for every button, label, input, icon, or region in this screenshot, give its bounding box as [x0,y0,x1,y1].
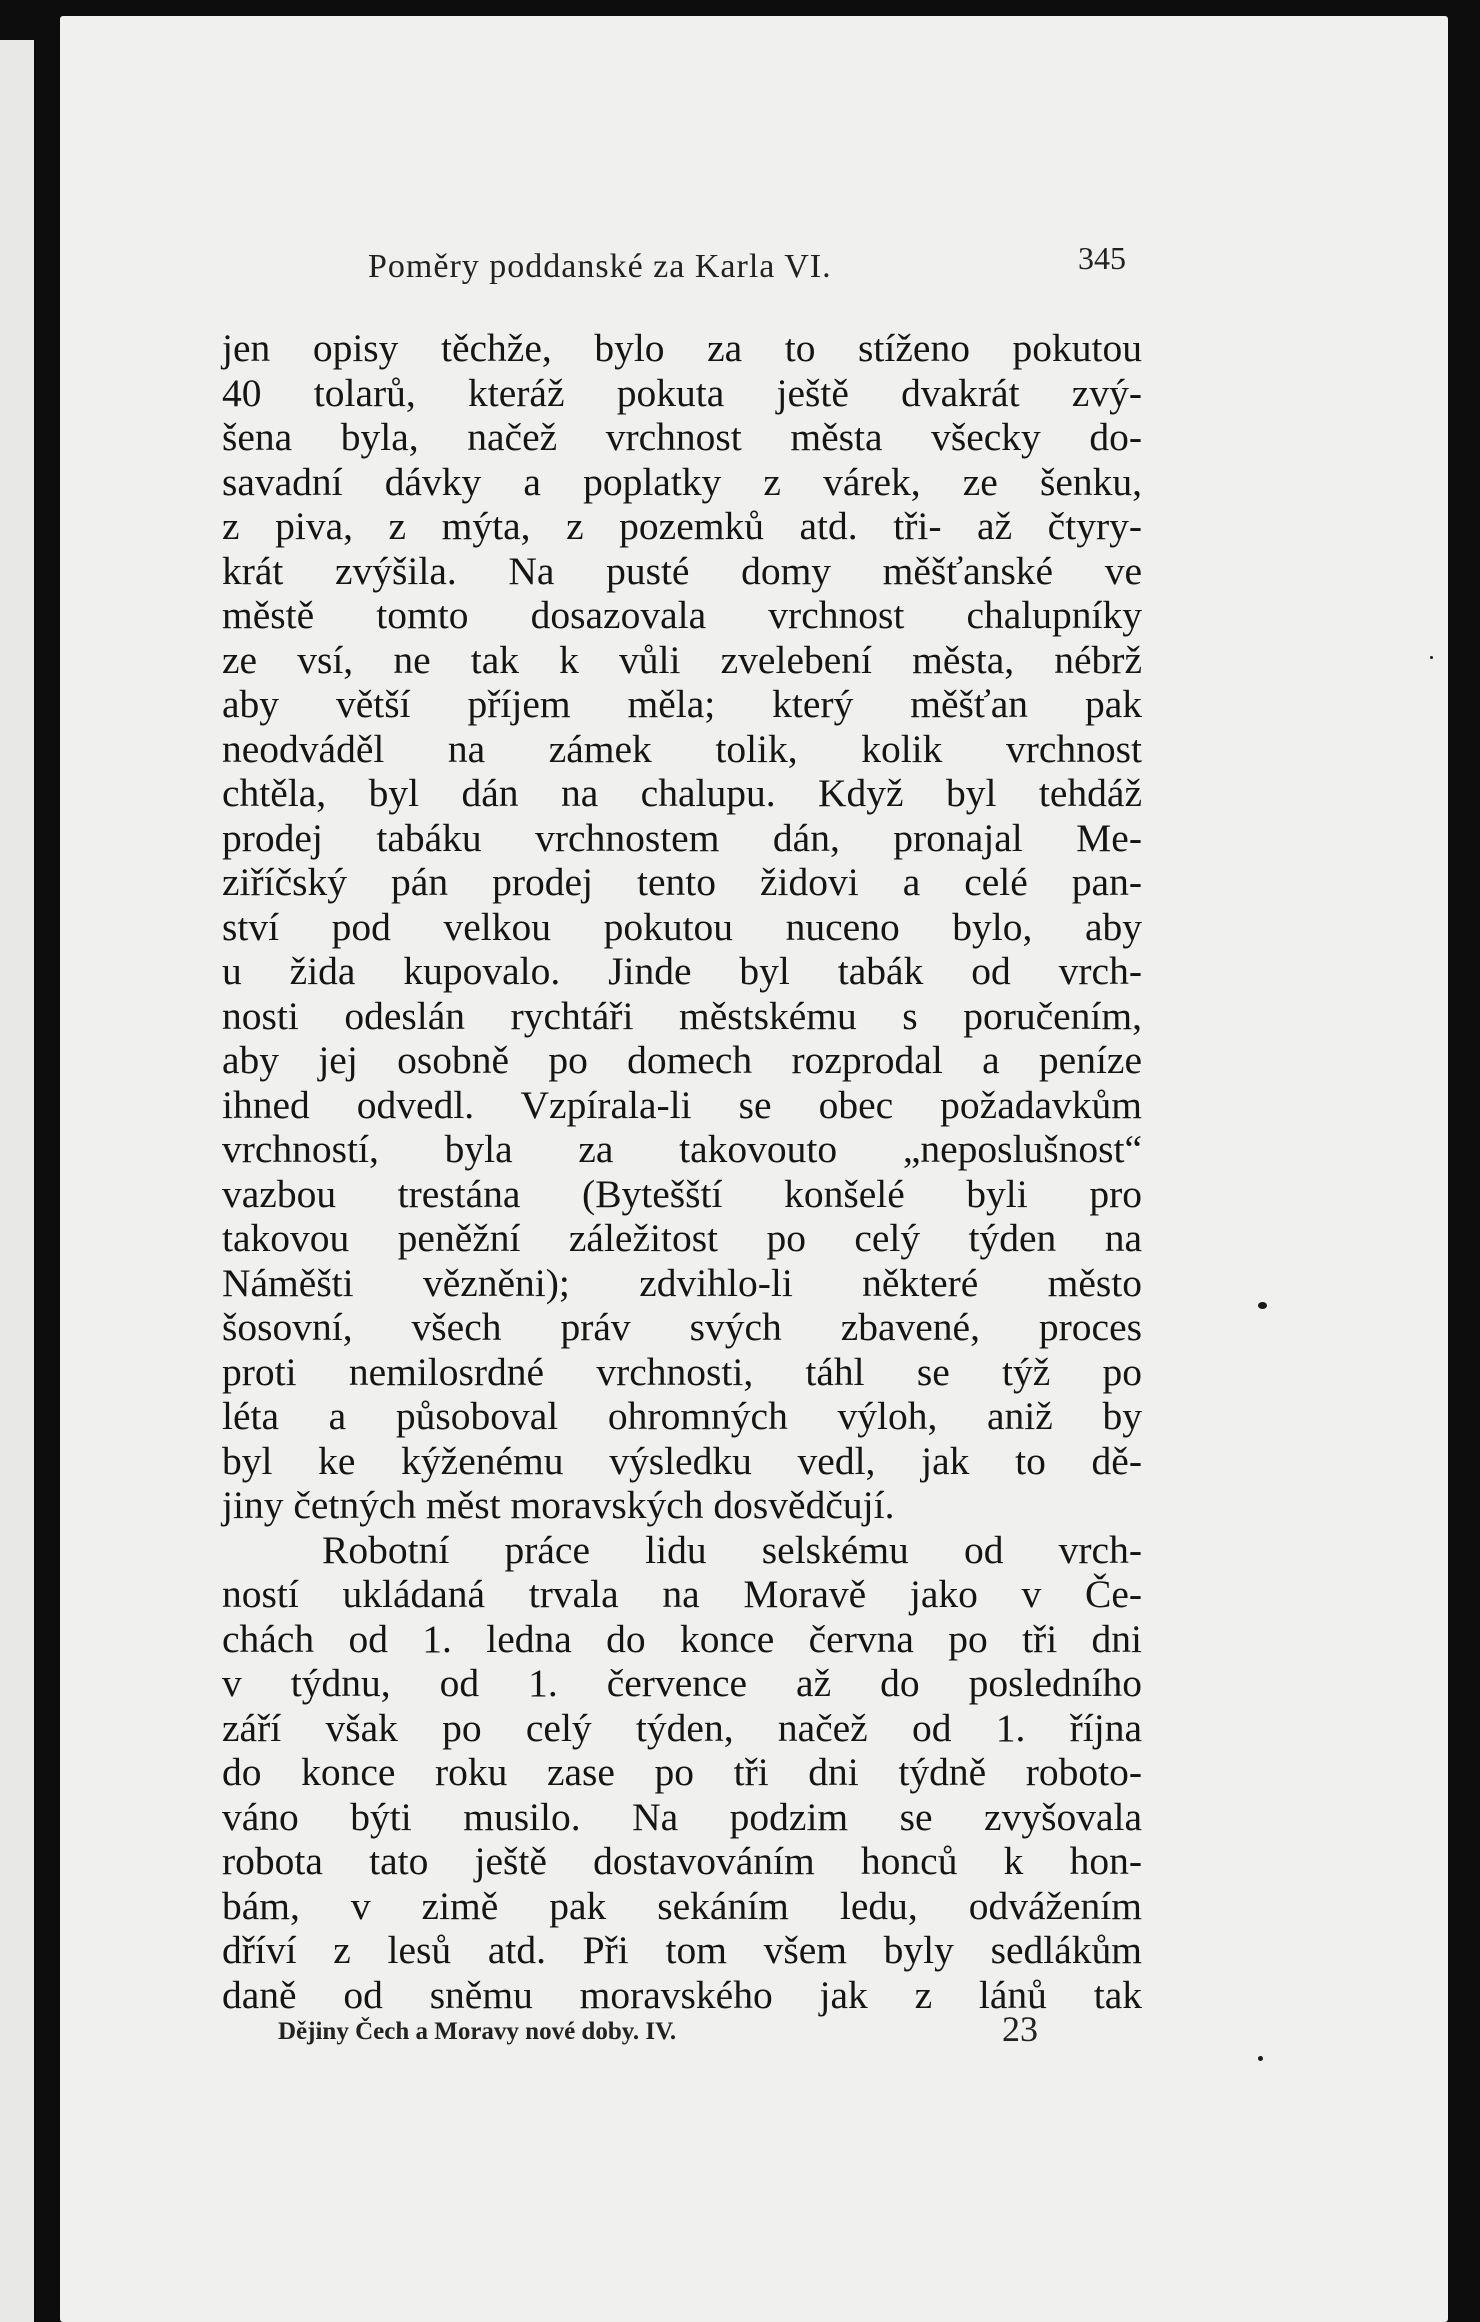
text-line-paragraph-end: jiny četných měst moravských dosvědčují. [222,1483,895,1527]
text-line: bám, v zimě pak sekáním ledu, odvážením [222,1883,1142,1928]
text-line: chtěla, byl dán na chalupu. Když byl tehdáž [222,771,1142,815]
text-line: z piva, z mýta, z pozemků atd. tři- až čtyry- [222,504,1142,548]
body-text [222,326,1142,2017]
text-line: prodej tabáku vrchnostem dán, pronajal Me- [222,815,1142,860]
text-line: ihned odvedl. Vzpírala-li se obec požadavkům [222,1082,1142,1127]
footer-signature: Dějiny Čech a Moravy nové doby. IV. [278,2018,677,2045]
text-line: do konce roku zase po tři dni týdně roboto- [222,1750,1142,1794]
text-line: šena byla, načež vrchnost města všecky do- [222,415,1142,459]
text-line: ství pod velkou pokutou nuceno bylo, aby [222,904,1142,949]
text-line: chách od 1. ledna do konce června po tři dni [222,1616,1142,1661]
text-line: vrchností, byla za takovouto „neposlušnost“ [222,1127,1142,1171]
text-line: ze vsí, ne tak k vůli zvelebení města, nébrž [222,637,1142,682]
text-line: ností ukládaná trvala na Moravě jako v Če- [222,1572,1142,1616]
speck [1258,1302,1267,1309]
text-line: aby větší příjem měla; který měšťan pak [222,682,1142,726]
text-line: aby jej osobně po domech rozprodal a peníze [222,1038,1142,1082]
text-line: 40 tolarů, kteráž pokuta ještě dvakrát zvý- [222,370,1142,415]
speck [1430,656,1433,659]
text-line: vazbou trestána (Bytešští konšelé byli pro [222,1171,1142,1216]
text-line-paragraph-start: Robotní práce lidu selskému od vrch- [322,1527,1142,1572]
text-line: takovou peněžní záležitost po celý týden na [222,1216,1142,1260]
text-line: daně od sněmu moravského jak z lánů tak [222,1972,1142,2017]
running-head: Poměry poddanské za Karla VI. [368,248,832,285]
signature-number: 23 [1002,2009,1038,2049]
text-line: u žida kupovalo. Jinde byl tabák od vrch- [222,949,1142,993]
text-line: jen opisy těchže, bylo za to stíženo pokutou [222,326,1142,370]
text-line: váno býti musilo. Na podzim se zvyšovala [222,1794,1142,1839]
text-line: proti nemilosrdné vrchnosti, táhl se týž po [222,1349,1142,1394]
text-line: šosovní, všech práv svých zbavené, proces [222,1305,1142,1349]
text-line: dříví z lesů atd. Při tom všem byly sedlákům [222,1928,1142,1972]
text-line: robota tato ještě dostavováním honců k hon- [222,1839,1142,1883]
text-line: v týdnu, od 1. července až do posledního [222,1661,1142,1705]
text-line: Náměšti vězněni); zdvihlo-li některé město [222,1260,1142,1305]
page-number: 345 [1078,240,1126,276]
text-line: městě tomto dosazovala vrchnost chalupníky [222,593,1142,637]
text-line: léta a působoval ohromných výloh, aniž by [222,1394,1142,1438]
text-line: byl ke kýženému výsledku vedl, jak to dě- [222,1438,1142,1483]
adjacent-page-edge [0,40,34,2322]
speck [1258,2056,1263,2061]
text-line: savadní dávky a poplatky z várek, ze šenku, [222,459,1142,504]
text-line: nosti odeslán rychtáři městskému s poručením, [222,993,1142,1038]
text-line: září však po celý týden, načež od 1. října [222,1705,1142,1750]
text-line: krát zvýšila. Na pusté domy měšťanské ve [222,548,1142,593]
text-line: ziříčský pán prodej tento židovi a celé pan- [222,860,1142,904]
text-line: neodváděl na zámek tolik, kolik vrchnost [222,726,1142,771]
